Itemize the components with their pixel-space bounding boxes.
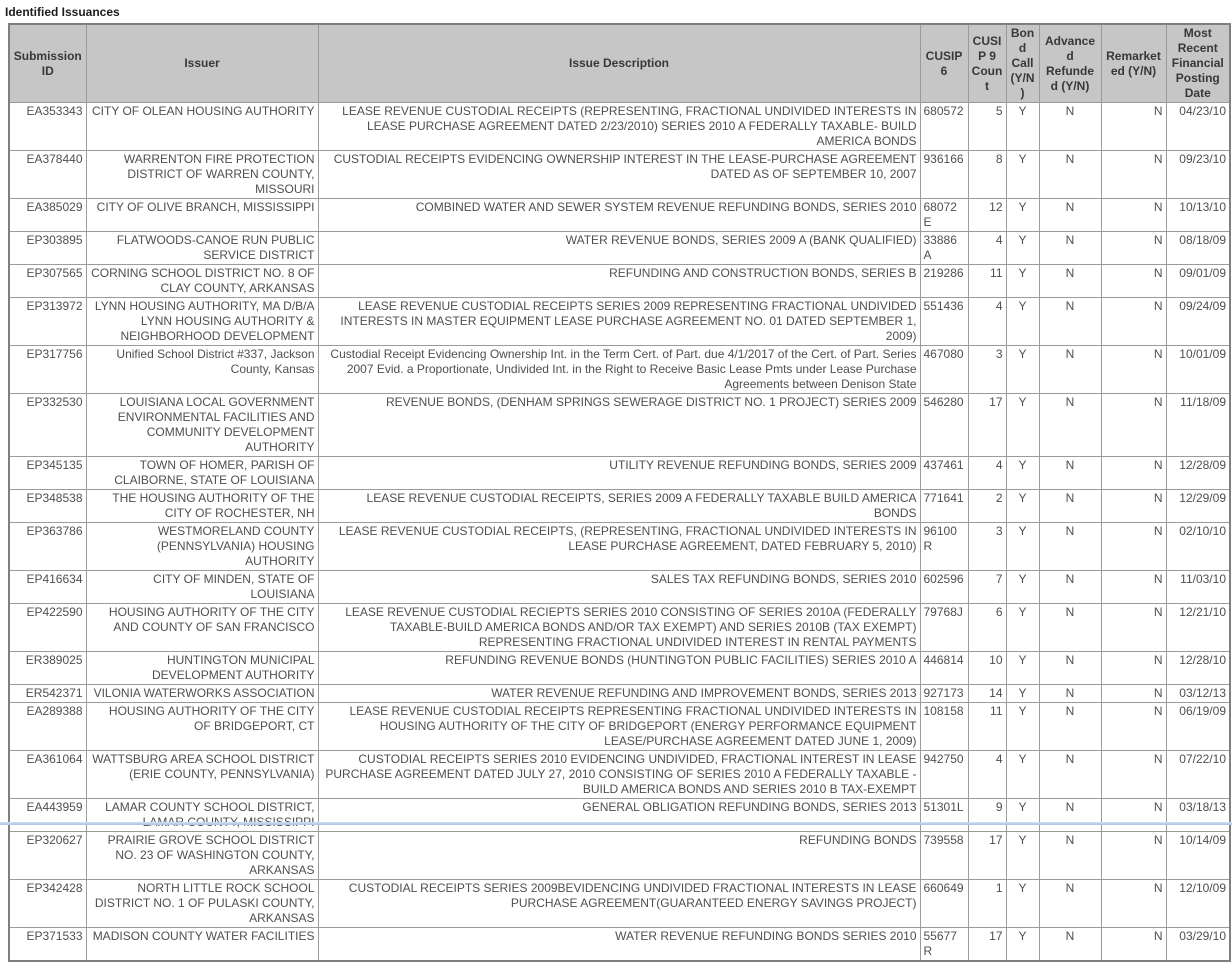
cell-cusip9: 17 [968,394,1006,457]
cell-cusip6: 927173 [920,685,968,703]
column-header-issuer: Issuer [86,24,318,103]
cell-remarketed: N [1101,928,1166,962]
cell-id: EA443959 [9,799,86,832]
cell-posting-date: 11/18/09 [1166,394,1230,457]
cell-cusip9: 10 [968,652,1006,685]
cell-remarketed: N [1101,799,1166,832]
cell-cusip9: 7 [968,571,1006,604]
cell-bond-call: Y [1006,232,1039,265]
cell-cusip9: 1 [968,880,1006,928]
issuances-tbody [9,103,1230,962]
cell-posting-date: 12/28/10 [1166,652,1230,685]
cell-cusip6: 79768J [920,604,968,652]
cell-id: EP348538 [9,490,86,523]
cell-desc: LEASE REVENUE CUSTODIAL RECEIPTS, SERIES 2009 A FEDERALLY TAXABLE BUILD AMERICA BONDS [318,490,920,523]
cell-cusip9: 2 [968,490,1006,523]
cell-adv-ref: N [1039,571,1101,604]
cell-adv-ref: N [1039,832,1101,880]
cell-adv-ref: N [1039,346,1101,394]
cell-cusip9: 3 [968,346,1006,394]
table-row [9,604,1230,652]
table-row [9,199,1230,232]
cell-remarketed: N [1101,523,1166,571]
cell-cusip6: 33886A [920,232,968,265]
cell-bond-call: Y [1006,490,1039,523]
cell-remarketed: N [1101,490,1166,523]
cell-posting-date: 03/29/10 [1166,928,1230,962]
cell-bond-call: Y [1006,103,1039,151]
cell-bond-call: Y [1006,199,1039,232]
cell-cusip6: 96100R [920,523,968,571]
cell-id: EA361064 [9,751,86,799]
cell-desc: CUSTODIAL RECEIPTS EVIDENCING OWNERSHIP INTEREST IN THE LEASE-PURCHASE AGREEMENT DATED AS OF SEPTEMBER 10, 2007 [318,151,920,199]
cell-posting-date: 08/18/09 [1166,232,1230,265]
cell-bond-call: Y [1006,151,1039,199]
cell-cusip9: 4 [968,457,1006,490]
cell-cusip9: 4 [968,232,1006,265]
cell-cusip9: 4 [968,751,1006,799]
table-row [9,265,1230,298]
cell-cusip9: 5 [968,103,1006,151]
cell-id: EP317756 [9,346,86,394]
cell-bond-call: Y [1006,523,1039,571]
cell-remarketed: N [1101,394,1166,457]
cell-posting-date: 12/10/09 [1166,880,1230,928]
cell-cusip6: 446814 [920,652,968,685]
column-header-posting-date: Most Recent Financial Posting Date [1166,24,1230,103]
cell-id: EP332530 [9,394,86,457]
column-header-bond-call: Bond Call (Y/N) [1006,24,1039,103]
cell-adv-ref: N [1039,799,1101,832]
cell-remarketed: N [1101,703,1166,751]
cell-bond-call: Y [1006,604,1039,652]
table-row [9,103,1230,151]
cell-remarketed: N [1101,832,1166,880]
cell-remarketed: N [1101,346,1166,394]
cell-desc: LEASE REVENUE CUSTODIAL RECEIPTS REPRESENTING FRACTIONAL UNDIVIDED INTERESTS IN HOUSING AUTHORITY OF THE CITY OF BRIDGEPORT (ENERGY PERFORMANCE EQUIPMENT LEASE/PURCHASE AGREEMENT DATED JUNE 1, 2009) [318,703,920,751]
cell-id: EP307565 [9,265,86,298]
cell-id: EP363786 [9,523,86,571]
cell-desc: REFUNDING REVENUE BONDS (HUNTINGTON PUBLIC FACILITIES) SERIES 2010 A [318,652,920,685]
cell-desc: Custodial Receipt Evidencing Ownership Int. in the Term Cert. of Part. due 4/1/2017 of the Cert. of Part. Series 2007 Evid. a Proportionate, Undivided Int. in the Right to Receive Basic Lease Pmts under Lease Purchase Agreements between Denison State [318,346,920,394]
cell-cusip9: 17 [968,832,1006,880]
cell-issuer: CORNING SCHOOL DISTRICT NO. 8 OF CLAY COUNTY, ARKANSAS [86,265,318,298]
cell-bond-call: Y [1006,751,1039,799]
cell-remarketed: N [1101,265,1166,298]
cell-desc: WATER REVENUE REFUNDING AND IMPROVEMENT BONDS, SERIES 2013 [318,685,920,703]
cell-id: EP342428 [9,880,86,928]
cell-cusip6: 660649 [920,880,968,928]
cell-id: EP416634 [9,571,86,604]
cell-posting-date: 12/21/10 [1166,604,1230,652]
cell-cusip6: 680572 [920,103,968,151]
cell-bond-call: Y [1006,457,1039,490]
column-header-submission-id: Submission ID [9,24,86,103]
cell-issuer: MADISON COUNTY WATER FACILITIES [86,928,318,962]
cell-cusip6: 68072E [920,199,968,232]
cell-issuer: LYNN HOUSING AUTHORITY, MA D/B/A LYNN HOUSING AUTHORITY & NEIGHBORHOOD DEVELOPMENT [86,298,318,346]
cell-desc: COMBINED WATER AND SEWER SYSTEM REVENUE REFUNDING BONDS, SERIES 2010 [318,199,920,232]
table-row [9,685,1230,703]
cell-issuer: HOUSING AUTHORITY OF THE CITY AND COUNTY OF SAN FRANCISCO [86,604,318,652]
table-row [9,394,1230,457]
table-row [9,928,1230,962]
cell-desc: REVENUE BONDS, (DENHAM SPRINGS SEWERAGE DISTRICT NO. 1 PROJECT) SERIES 2009 [318,394,920,457]
cell-posting-date: 03/18/13 [1166,799,1230,832]
cell-bond-call: Y [1006,703,1039,751]
cell-cusip6: 936166 [920,151,968,199]
cell-issuer: WATTSBURG AREA SCHOOL DISTRICT (ERIE COUNTY, PENNSYLVANIA) [86,751,318,799]
cell-cusip6: 219286 [920,265,968,298]
cell-adv-ref: N [1039,457,1101,490]
cell-id: ER389025 [9,652,86,685]
cell-adv-ref: N [1039,604,1101,652]
table-row [9,880,1230,928]
cell-cusip6: 602596 [920,571,968,604]
table-header-row [9,24,1230,103]
cell-adv-ref: N [1039,103,1101,151]
cell-adv-ref: N [1039,751,1101,799]
column-header-cusip-6: CUSIP 6 [920,24,968,103]
cell-remarketed: N [1101,685,1166,703]
cell-adv-ref: N [1039,523,1101,571]
cell-cusip9: 11 [968,703,1006,751]
cell-bond-call: Y [1006,265,1039,298]
cell-adv-ref: N [1039,199,1101,232]
cell-adv-ref: N [1039,265,1101,298]
cell-cusip6: 108158 [920,703,968,751]
cell-adv-ref: N [1039,703,1101,751]
cell-issuer: HOUSING AUTHORITY OF THE CITY OF BRIDGEPORT, CT [86,703,318,751]
table-row [9,751,1230,799]
cell-desc: WATER REVENUE BONDS, SERIES 2009 A (BANK QUALIFIED) [318,232,920,265]
cell-issuer: HUNTINGTON MUNICIPAL DEVELOPMENT AUTHORITY [86,652,318,685]
cell-issuer: PRAIRIE GROVE SCHOOL DISTRICT NO. 23 OF WASHINGTON COUNTY, ARKANSAS [86,832,318,880]
cell-posting-date: 12/28/09 [1166,457,1230,490]
page-title: Identified Issuances [5,5,120,19]
cell-desc: CUSTODIAL RECEIPTS SERIES 2009BEVIDENCING UNDIVIDED FRACTIONAL INTERESTS IN LEASE PURCHASE AGREEMENT(GUARANTEED ENERGY SAVINGS PROJECT) [318,880,920,928]
cell-posting-date: 04/23/10 [1166,103,1230,151]
cell-cusip6: 437461 [920,457,968,490]
cell-bond-call: Y [1006,799,1039,832]
cell-id: EA385029 [9,199,86,232]
cell-issuer: CITY OF OLEAN HOUSING AUTHORITY [86,103,318,151]
cell-cusip9: 17 [968,928,1006,962]
table-row [9,832,1230,880]
cell-desc: CUSTODIAL RECEIPTS SERIES 2010 EVIDENCING UNDIVIDED, FRACTIONAL INTEREST IN LEASE PURCHASE AGREEMENT DATED JULY 27, 2010 CONSISTING OF SERIES 2010 A FEDERALLY TAXABLE - BUILD AMERICA BONDS AND SERIES 2010 B TAX-EXEMPT [318,751,920,799]
cell-id: EA378440 [9,151,86,199]
cell-cusip6: 942750 [920,751,968,799]
cell-issuer: THE HOUSING AUTHORITY OF THE CITY OF ROCHESTER, NH [86,490,318,523]
cell-posting-date: 06/19/09 [1166,703,1230,751]
cell-adv-ref: N [1039,880,1101,928]
cell-posting-date: 03/12/13 [1166,685,1230,703]
cell-cusip6: 546280 [920,394,968,457]
cell-posting-date: 09/01/09 [1166,265,1230,298]
cell-cusip9: 8 [968,151,1006,199]
cell-bond-call: Y [1006,832,1039,880]
column-header-advanced-refunded: Advanced Refunded (Y/N) [1039,24,1101,103]
table-row [9,457,1230,490]
cell-id: EP371533 [9,928,86,962]
cell-posting-date: 09/24/09 [1166,298,1230,346]
cell-id: EP313972 [9,298,86,346]
cell-posting-date: 12/29/09 [1166,490,1230,523]
cell-remarketed: N [1101,298,1166,346]
cell-cusip9: 14 [968,685,1006,703]
cell-cusip6: 771641 [920,490,968,523]
cell-remarketed: N [1101,151,1166,199]
cell-desc: REFUNDING AND CONSTRUCTION BONDS, SERIES B [318,265,920,298]
table-row [9,232,1230,265]
column-header-cusip-9-count: CUSIP 9 Count [968,24,1006,103]
cell-issuer: TOWN OF HOMER, PARISH OF CLAIBORNE, STATE OF LOUISIANA [86,457,318,490]
cell-remarketed: N [1101,604,1166,652]
table-row [9,799,1230,832]
cell-issuer: NORTH LITTLE ROCK SCHOOL DISTRICT NO. 1 OF PULASKI COUNTY, ARKANSAS [86,880,318,928]
table-row [9,703,1230,751]
cell-bond-call: Y [1006,652,1039,685]
table-row [9,298,1230,346]
cell-issuer: VILONIA WATERWORKS ASSOCIATION [86,685,318,703]
table-row [9,346,1230,394]
cell-id: EP320627 [9,832,86,880]
cell-remarketed: N [1101,199,1166,232]
cell-bond-call: Y [1006,685,1039,703]
cell-cusip9: 9 [968,799,1006,832]
cell-bond-call: Y [1006,346,1039,394]
cell-adv-ref: N [1039,490,1101,523]
cell-cusip9: 12 [968,199,1006,232]
cell-cusip6: 551436 [920,298,968,346]
cell-desc: REFUNDING BONDS [318,832,920,880]
cell-remarketed: N [1101,652,1166,685]
cell-bond-call: Y [1006,880,1039,928]
cell-adv-ref: N [1039,685,1101,703]
column-header-remarketed: Remarketed (Y/N) [1101,24,1166,103]
cell-adv-ref: N [1039,151,1101,199]
cell-id: EA353343 [9,103,86,151]
cell-posting-date: 11/03/10 [1166,571,1230,604]
cell-posting-date: 02/10/10 [1166,523,1230,571]
cell-issuer: CITY OF MINDEN, STATE OF LOUISIANA [86,571,318,604]
table-row [9,151,1230,199]
cell-id: EA289388 [9,703,86,751]
cell-cusip9: 11 [968,265,1006,298]
cell-adv-ref: N [1039,928,1101,962]
cell-desc: LEASE REVENUE CUSTODIAL RECEIPTS SERIES 2009 REPRESENTING FRACTIONAL UNDIVIDED INTERESTS IN MASTER EQUIPMENT LEASE PURCHASE AGREEMENT NO. 01 DATED SEPTEMBER 1, 2009) [318,298,920,346]
cell-id: EP303895 [9,232,86,265]
cell-desc: LEASE REVENUE CUSTODIAL RECEIPTS (REPRESENTING, FRACTIONAL UNDIVIDED INTERESTS IN LEASE PURCHASE AGREEMENT DATED 2/23/2010) SERIES 2010 A FEDERALLY TAXABLE- BUILD AMERICA BONDS [318,103,920,151]
cell-id: ER542371 [9,685,86,703]
cell-id: EP422590 [9,604,86,652]
cell-desc: LEASE REVENUE CUSTODIAL RECEIPTS, (REPRESENTING, FRACTIONAL UNDIVIDED INTERESTS IN LEASE PURCHASE AGREEMENT, DATED FEBRUARY 5, 2010) [318,523,920,571]
cell-cusip9: 6 [968,604,1006,652]
table-row [9,523,1230,571]
cell-issuer: LOUISIANA LOCAL GOVERNMENT ENVIRONMENTAL FACILITIES AND COMMUNITY DEVELOPMENT AUTHORITY [86,394,318,457]
cell-remarketed: N [1101,457,1166,490]
cell-issuer: WESTMORELAND COUNTY (PENNSYLVANIA) HOUSING AUTHORITY [86,523,318,571]
cell-desc: GENERAL OBLIGATION REFUNDING BONDS, SERIES 2013 [318,799,920,832]
cell-remarketed: N [1101,880,1166,928]
cell-cusip6: 739558 [920,832,968,880]
cell-adv-ref: N [1039,298,1101,346]
cell-remarketed: N [1101,571,1166,604]
cell-bond-call: Y [1006,298,1039,346]
table-row [9,652,1230,685]
cell-cusip9: 4 [968,298,1006,346]
cell-issuer: LAMAR COUNTY SCHOOL DISTRICT, [86,799,318,832]
cell-posting-date: 10/01/09 [1166,346,1230,394]
cell-posting-date: 10/13/10 [1166,199,1230,232]
cell-remarketed: N [1101,232,1166,265]
cell-issuer: FLATWOODS-CANOE RUN PUBLIC SERVICE DISTRICT [86,232,318,265]
cell-issuer: WARRENTON FIRE PROTECTION DISTRICT OF WARREN COUNTY, MISSOURI [86,151,318,199]
cell-bond-call: Y [1006,571,1039,604]
cell-desc: UTILITY REVENUE REFUNDING BONDS, SERIES 2009 [318,457,920,490]
cell-posting-date: 10/14/09 [1166,832,1230,880]
cell-cusip6: 55677R [920,928,968,962]
cell-bond-call: Y [1006,928,1039,962]
cell-cusip9: 3 [968,523,1006,571]
cell-desc: SALES TAX REFUNDING BONDS, SERIES 2010 [318,571,920,604]
cell-remarketed: N [1101,103,1166,151]
cell-adv-ref: N [1039,394,1101,457]
cell-remarketed: N [1101,751,1166,799]
cell-bond-call: Y [1006,394,1039,457]
cell-adv-ref: N [1039,652,1101,685]
table-row [9,571,1230,604]
cell-issuer: Unified School District #337, Jackson County, Kansas [86,346,318,394]
cell-cusip6: 467080 [920,346,968,394]
column-header-issue-description: Issue Description [318,24,920,103]
cell-issuer: CITY OF OLIVE BRANCH, MISSISSIPPI [86,199,318,232]
cell-desc: LEASE REVENUE CUSTODIAL RECIEPTS SERIES 2010 CONSISTING OF SERIES 2010A (FEDERALLY TAXABLE-BUILD AMERICA BONDS AND/OR TAX EXEMPT) AND SERIES 2010B (TAX EXEMPT) REPRESENTING FRACTIONAL UNDIVIDED INTEREST IN RENTAL PAYMENTS [318,604,920,652]
cell-cusip6: 51301L [920,799,968,832]
cell-id: EP345135 [9,457,86,490]
cell-posting-date: 07/22/10 [1166,751,1230,799]
cell-adv-ref: N [1039,232,1101,265]
window-bottom-edge [0,822,1232,825]
cell-posting-date: 09/23/10 [1166,151,1230,199]
table-row [9,490,1230,523]
cell-desc: WATER REVENUE REFUNDING BONDS SERIES 2010 [318,928,920,962]
